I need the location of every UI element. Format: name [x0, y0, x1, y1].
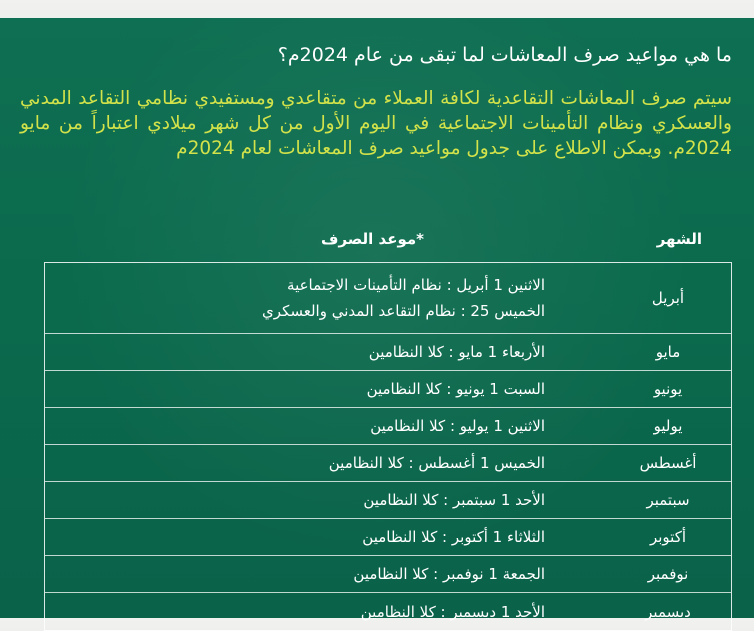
header-month: الشهر — [656, 230, 702, 248]
date-line: الاثنين 1 أبريل : نظام التأمينات الاجتماعية — [287, 276, 545, 294]
table-row — [45, 445, 731, 482]
month-cell: أغسطس — [639, 454, 697, 472]
date-cell — [363, 482, 545, 518]
schedule-table — [44, 262, 732, 631]
date-cell — [370, 408, 545, 444]
table-row — [45, 334, 731, 371]
month-cell: أبريل — [651, 289, 685, 307]
date-line: الخميس 25 : نظام التقاعد المدني والعسكري — [262, 302, 545, 320]
table-headers — [0, 230, 754, 256]
table-row — [45, 263, 731, 334]
month-cell: نوفمبر — [647, 565, 689, 583]
month-cell: يونيو — [653, 380, 683, 398]
date-cell — [329, 445, 545, 481]
table-row — [45, 556, 731, 593]
month-cell: أكتوبر — [649, 528, 687, 546]
table-row — [45, 482, 731, 519]
date-cell — [367, 371, 545, 407]
date-line: الأحد 1 ديسمبر : كلا النظامين — [360, 602, 545, 621]
date-cell — [362, 519, 545, 555]
date-cell — [353, 556, 545, 592]
intro-paragraph: سيتم صرف المعاشات التقاعدية لكافة العملاء من متقاعدي ومستفيدي نظامي التقاعد المدني والعسكري ونظام التأمينات الاجتماعية في اليوم الأول من كل شهر ميلادي اعتباراً من مايو 2024م. ويمكن الاطلاع على جدول مواعيد صرف المعاشات لعام 2024م — [20, 88, 732, 159]
month-cell: ديسمبر — [645, 602, 691, 621]
date-line: السبت 1 يونيو : كلا النظامين — [366, 380, 545, 398]
date-cell — [262, 263, 545, 333]
date-line: الخميس 1 أغسطس : كلا النظامين — [328, 454, 545, 472]
month-cell: سبتمبر — [646, 491, 690, 509]
header-payment-date: *موعد الصرف — [321, 230, 424, 248]
date-cell — [369, 334, 545, 370]
date-line: الأربعاء 1 مايو : كلا النظامين — [368, 343, 545, 361]
pension-schedule-page — [0, 18, 754, 621]
date-line: الثلاثاء 1 أكتوبر : كلا النظامين — [362, 528, 545, 546]
table-row — [45, 371, 731, 408]
date-cell — [361, 593, 545, 630]
table-row — [45, 593, 731, 630]
date-line: الجمعة 1 نوفمبر : كلا النظامين — [353, 565, 545, 583]
month-cell: يوليو — [653, 417, 683, 435]
table-row — [45, 519, 731, 556]
question-heading: ما هي مواعيد صرف المعاشات لما تبقى من عام 2024م؟ — [277, 44, 732, 66]
table-row — [45, 408, 731, 445]
date-line: الاثنين 1 يوليو : كلا النظامين — [370, 417, 545, 435]
date-line: الأحد 1 سبتمبر : كلا النظامين — [363, 491, 545, 509]
month-cell: مايو — [655, 343, 681, 361]
